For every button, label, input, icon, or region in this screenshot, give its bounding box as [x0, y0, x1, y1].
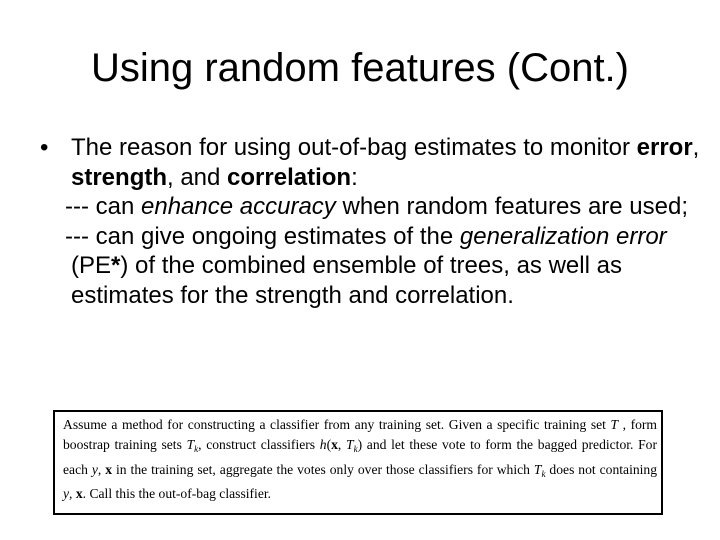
- paper-excerpt-box: [53, 410, 663, 515]
- bullet-colon: :: [351, 163, 358, 191]
- sub2-prefix: --- can give ongoing estimates of the: [65, 222, 460, 250]
- math-x: x: [75, 486, 83, 502]
- math-subscript-k: k: [194, 443, 199, 454]
- math-y: y: [91, 461, 98, 477]
- sub2-star: *: [111, 252, 121, 279]
- math-comma: ,: [69, 486, 76, 502]
- excerpt-text: . Call this the out-of-bag classifier.: [82, 486, 272, 502]
- sub2-emphasis: generalization error: [459, 222, 667, 250]
- sub-point-accuracy: [40, 192, 700, 222]
- math-T: T: [610, 417, 619, 432]
- math-y: y: [63, 486, 70, 502]
- math-paren: (: [326, 436, 332, 452]
- term-strength: strength: [71, 163, 167, 191]
- sub1-emphasis: enhance accuracy: [141, 193, 336, 220]
- excerpt-text: and let these vote to form the bagged predictor. For each: [63, 436, 657, 477]
- slide-title: Using random features (Cont.): [90, 46, 629, 90]
- excerpt-text: Assume a method for constructing a classifier from any training set. Given a specific training set: [63, 417, 611, 432]
- math-subscript-k: k: [541, 468, 546, 479]
- math-x: x: [105, 461, 113, 477]
- bullet-item: [40, 133, 700, 192]
- excerpt-text: does not containing: [545, 461, 658, 477]
- term-correlation: correlation: [227, 163, 352, 191]
- excerpt-text: in the training set, aggregate the votes only over those classifiers for which: [112, 461, 534, 477]
- bullet-icon: •: [40, 134, 49, 161]
- math-subscript-k: k: [353, 443, 358, 454]
- math-h: h: [319, 436, 327, 452]
- sub1-prefix: --- can: [65, 193, 142, 220]
- slide-body: [40, 133, 700, 310]
- math-Tk: T: [533, 461, 542, 477]
- bullet-comma: ,: [692, 134, 700, 161]
- math-paren: ): [357, 436, 363, 452]
- excerpt-text: , form boostrap training sets: [63, 417, 657, 452]
- math-comma: ,: [97, 461, 106, 477]
- excerpt-text: , construct classifiers: [198, 436, 320, 452]
- bullet-and: , and: [167, 163, 228, 191]
- math-Tk: T: [186, 436, 195, 452]
- term-error: error: [636, 134, 693, 161]
- math-comma: ,: [337, 436, 346, 452]
- bullet-intro: The reason for using out-of-bag estimates to monitor: [71, 134, 637, 161]
- sub2-rest-b: ) of the combined ensemble of trees, as well as estimates for the strength and correlation.: [71, 252, 622, 309]
- sub1-rest: when random features are used;: [335, 193, 689, 220]
- math-x: x: [331, 436, 338, 452]
- math-Tk: T: [346, 436, 354, 452]
- sub-point-estimates: [40, 222, 700, 311]
- sub2-rest-a: (PE: [71, 252, 112, 279]
